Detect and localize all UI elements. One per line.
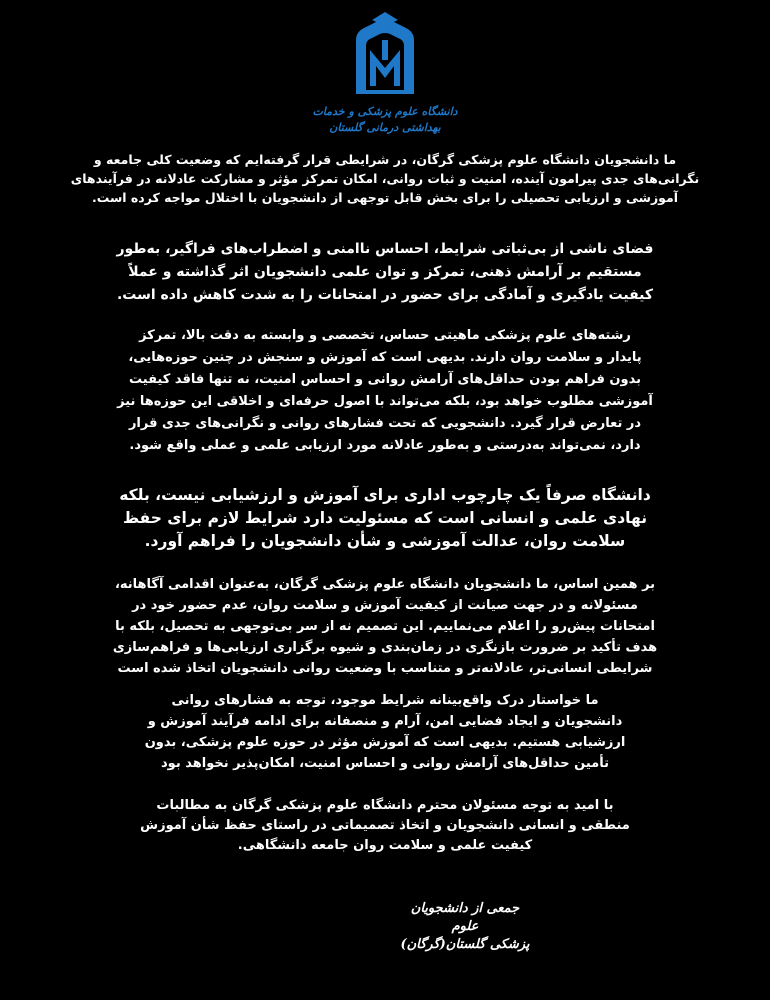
paragraph-line: ما خواستار درک واقع‌بینانه شرایط موجود، توجه به فشارهای روانی [171, 693, 599, 708]
logo-name-line2: بهداشتی درمانی گلستان [329, 121, 441, 134]
logo-university-name [300, 104, 470, 136]
paragraph-line: بر همین اساس، ما دانشجویان دانشگاه علوم پزشکی گرگان، به‌عنوان اقدامی آگاهانه، [114, 577, 656, 592]
paragraph-line: نگرانی‌های جدی پیرامون آینده، امنیت و ثبات روانی، امکان تمرکز مؤثر و مشارکت عادلانه در فرآیندهای [70, 171, 700, 186]
paragraph-line: امتحانات پیش‌رو را اعلام می‌نماییم. این تصمیم نه از سر بی‌توجهی به تحصیل، بلکه با [115, 619, 655, 634]
paragraph-line: کیفیت یادگیری و آمادگی برای حضور در امتحانات را به شدت کاهش داده است. [116, 287, 654, 303]
paragraph-line: تأمین حداقل‌های آرامش روانی و احساس امنیت، امکان‌پذیر نخواهد بود [161, 756, 609, 771]
university-logo [300, 10, 470, 150]
university-emblem-icon [350, 10, 420, 100]
paragraph-line: منطقی و انسانی دانشجویان و اتخاذ تصمیماتی در راستای حفظ شأن آموزش [140, 818, 630, 833]
paragraph-line: شرایطی انسانی‌تر، عادلانه‌تر و متناسب با وضعیت روانی دانشجویان اتخاذ شده است [117, 661, 653, 676]
paragraph-line: ارزشیابی هستیم. بدیهی است که آموزش مؤثر در حوزه علوم پزشکی، بدون [144, 735, 626, 750]
paragraph-line: دانشگاه صرفاً یک چارچوب اداری برای آموزش و ارزشیابی نیست، بلکه [119, 486, 651, 504]
paragraph-line: ما دانشجویان دانشگاه علوم پزشکی گرگان، در شرایطی قرار گرفته‌ایم که وضعیت کلی جامعه و [93, 152, 677, 167]
paragraph-medical-fields [22, 325, 748, 457]
paragraph-demands [22, 690, 748, 774]
paragraph-line: سلامت روان، عدالت آموزشی و شأن دانشجویان را فراهم آورد. [144, 532, 626, 550]
signature [400, 900, 530, 954]
paragraph-intro [22, 150, 748, 207]
paragraph-line: مستقیم بر آرامش ذهنی، تمرکز و توان علمی دانشجویان اثر گذاشته و عملاً [128, 264, 642, 280]
logo-name-line1: دانشگاه علوم پزشکی و خدمات [312, 105, 458, 118]
paragraph-line: مسئولانه و در جهت صیانت از کیفیت آموزش و سلامت روان، عدم حضور خود در [132, 598, 638, 613]
paragraph-line: دانشجویان و ایجاد فضایی امن، آرام و منصفانه برای ادامه فرآیند آموزش و [147, 714, 623, 729]
paragraph-line: نهادی علمی و انسانی است که مسئولیت دارد شرایط لازم برای حفظ [122, 509, 648, 527]
paragraph-line: دارد، نمی‌تواند به‌درستی و به‌طور عادلانه مورد ارزیابی علمی و عملی واقع شود. [129, 438, 641, 453]
paragraph-line: رشته‌های علوم پزشکی ماهیتی حساس، تخصصی و وابسته به دقت بالا، تمرکز [139, 328, 631, 343]
paragraph-line: فضای ناشی از بی‌ثباتی شرایط، احساس ناامنی و اضطراب‌های فراگیر، به‌طور [116, 241, 654, 257]
paragraph-instability [22, 238, 748, 307]
paragraph-university-role [22, 484, 748, 553]
paragraph-line: آموزشی مطلوب خواهد بود، بلکه می‌تواند با اصول حرفه‌ای و اخلاقی این حوزه‌ها نیز [117, 394, 653, 409]
paragraph-line: با امید به توجه مسئولان محترم دانشگاه علوم پزشکی گرگان به مطالبات [156, 798, 614, 813]
paragraph-line: کیفیت علمی و سلامت روان جامعه دانشگاهی. [237, 838, 533, 853]
paragraph-closing [22, 796, 748, 856]
paragraph-line: در تعارض قرار گیرد. دانشجویی که تحت فشارهای روانی و نگرانی‌های جدی قرار [128, 416, 642, 431]
signature-line2: پزشکی گلستان(گرگان) [400, 937, 530, 952]
paragraph-line: بدون فراهم بودن حداقل‌های آرامش روانی و احساس امنیت، نه تنها فاقد کیفیت [129, 372, 641, 387]
paragraph-line: پایدار و سلامت روان دارند. بدیهی است که آموزش و سنجش در چنین حوزه‌هایی، [128, 350, 642, 365]
paragraph-line: هدف تأکید بر ضرورت بازنگری در زمان‌بندی و شیوه برگزاری ارزیابی‌ها و فراهم‌سازی [112, 640, 658, 655]
paragraph-announcement [22, 574, 748, 679]
signature-line1: جمعی از دانشجویان علوم [410, 901, 520, 934]
paragraph-line: آموزشی و ارزیابی تحصیلی را برای بخش قابل توجهی از دانشجویان با اختلال مواجه کرده است. [91, 190, 678, 205]
